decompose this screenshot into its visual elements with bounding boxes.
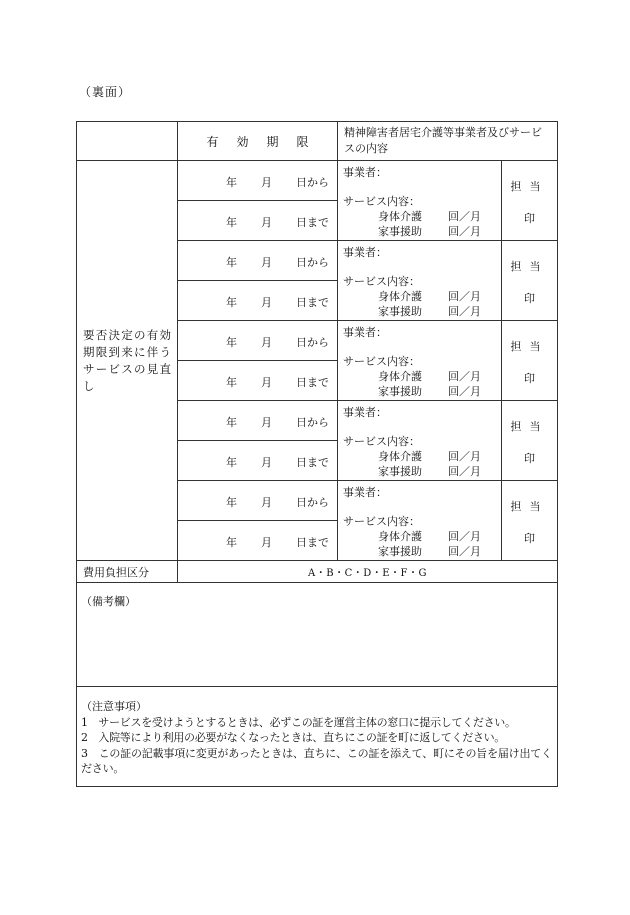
day-from-unit: 日から bbox=[296, 336, 329, 349]
period-from-cell[interactable] bbox=[178, 241, 338, 281]
physical-care-unit: 回／月 bbox=[448, 370, 481, 383]
period-from-cell[interactable] bbox=[178, 401, 338, 441]
day-from-unit: 日から bbox=[296, 256, 329, 269]
service-label: サービス内容： bbox=[343, 275, 420, 288]
day-to-unit: 日まで bbox=[296, 296, 329, 309]
day-to-unit: 日まで bbox=[296, 216, 329, 229]
note-item: 1 サービスを受けようとするときは、必ずこの証を運営主体の窓口に提示してください。 bbox=[81, 715, 516, 729]
stamp-label: 担当 bbox=[510, 180, 549, 193]
seal-label: 印 bbox=[524, 372, 535, 385]
housework-label: 家事援助 bbox=[378, 465, 422, 478]
month-unit: 月 bbox=[261, 496, 272, 509]
remarks-row bbox=[77, 583, 558, 687]
year-unit: 年 bbox=[226, 296, 237, 309]
period-row-from bbox=[77, 161, 558, 201]
year-unit: 年 bbox=[226, 376, 237, 389]
period-from-cell[interactable] bbox=[178, 321, 338, 361]
housework-label: 家事援助 bbox=[378, 385, 422, 398]
remarks-label: （備考欄） bbox=[81, 595, 136, 608]
provider-cell[interactable] bbox=[338, 161, 502, 241]
notes-section bbox=[77, 687, 558, 787]
day-to-unit: 日まで bbox=[296, 456, 329, 469]
physical-care-unit: 回／月 bbox=[448, 450, 481, 463]
note-item: 3 この証の記載事項に変更があったときは、直ちに、この証を添えて、町にその旨を届け出てください。 bbox=[81, 746, 552, 775]
physical-care-label: 身体介護 bbox=[378, 210, 422, 223]
physical-care-label: 身体介護 bbox=[378, 530, 422, 543]
day-from-unit: 日から bbox=[296, 416, 329, 429]
business-label: 事業者： bbox=[343, 246, 387, 259]
physical-care-label: 身体介護 bbox=[378, 450, 422, 463]
fee-category-label: 費用負担区分 bbox=[77, 561, 178, 583]
header-row bbox=[77, 122, 558, 161]
month-unit: 月 bbox=[261, 376, 272, 389]
month-unit: 月 bbox=[261, 296, 272, 309]
housework-label: 家事援助 bbox=[378, 305, 422, 318]
period-to-cell[interactable] bbox=[178, 361, 338, 401]
year-unit: 年 bbox=[226, 536, 237, 549]
service-label: サービス内容： bbox=[343, 355, 420, 368]
validity-period-header bbox=[178, 122, 338, 161]
housework-unit: 回／月 bbox=[448, 545, 481, 558]
stamp-cell[interactable] bbox=[502, 401, 558, 481]
physical-care-label: 身体介護 bbox=[378, 290, 422, 303]
stamp-cell[interactable] bbox=[502, 241, 558, 321]
service-label: サービス内容： bbox=[343, 195, 420, 208]
header-char: 期 bbox=[266, 134, 279, 149]
header-char: 限 bbox=[296, 134, 309, 149]
service-form-table bbox=[76, 121, 558, 787]
day-from-unit: 日から bbox=[296, 176, 329, 189]
header-char: 効 bbox=[236, 134, 249, 149]
month-unit: 月 bbox=[261, 416, 272, 429]
month-unit: 月 bbox=[261, 216, 272, 229]
physical-care-label: 身体介護 bbox=[378, 370, 422, 383]
provider-header: 精神障害者居宅介護等事業者及びサービスの内容 bbox=[338, 122, 558, 161]
service-label: サービス内容： bbox=[343, 435, 420, 448]
business-label: 事業者： bbox=[343, 166, 387, 179]
fee-category-options[interactable]: A・B・C・D・E・F・G bbox=[178, 561, 558, 583]
seal-label: 印 bbox=[524, 532, 535, 545]
notes-title: （注意事項） bbox=[81, 700, 147, 713]
period-to-cell[interactable] bbox=[178, 201, 338, 241]
housework-unit: 回／月 bbox=[448, 305, 481, 318]
fee-row bbox=[77, 561, 558, 583]
physical-care-unit: 回／月 bbox=[448, 290, 481, 303]
business-label: 事業者： bbox=[343, 406, 387, 419]
header-char: 有 bbox=[206, 134, 219, 149]
note-item: 2 入院等により利用の必要がなくなったときは、直ちにこの証を町に返してください。 bbox=[81, 731, 505, 744]
year-unit: 年 bbox=[226, 256, 237, 269]
stamp-label: 担当 bbox=[510, 500, 549, 513]
month-unit: 月 bbox=[261, 256, 272, 269]
period-to-cell[interactable] bbox=[178, 521, 338, 561]
day-from-unit: 日から bbox=[296, 496, 329, 509]
month-unit: 月 bbox=[261, 456, 272, 469]
year-unit: 年 bbox=[226, 176, 237, 189]
provider-cell[interactable] bbox=[338, 321, 502, 401]
period-from-cell[interactable] bbox=[178, 481, 338, 521]
seal-label: 印 bbox=[524, 212, 535, 225]
year-unit: 年 bbox=[226, 496, 237, 509]
housework-label: 家事援助 bbox=[378, 545, 422, 558]
seal-label: 印 bbox=[524, 452, 535, 465]
notes-row bbox=[77, 687, 558, 787]
provider-cell[interactable] bbox=[338, 241, 502, 321]
period-from-cell[interactable] bbox=[178, 161, 338, 201]
stamp-label: 担当 bbox=[510, 260, 549, 273]
remarks-field[interactable] bbox=[77, 583, 558, 687]
seal-label: 印 bbox=[524, 292, 535, 305]
year-unit: 年 bbox=[226, 416, 237, 429]
year-unit: 年 bbox=[226, 456, 237, 469]
business-label: 事業者： bbox=[343, 486, 387, 499]
month-unit: 月 bbox=[261, 336, 272, 349]
physical-care-unit: 回／月 bbox=[448, 530, 481, 543]
year-unit: 年 bbox=[226, 336, 237, 349]
stamp-label: 担当 bbox=[510, 340, 549, 353]
housework-label: 家事援助 bbox=[378, 225, 422, 238]
service-label: サービス内容： bbox=[343, 515, 420, 528]
provider-cell[interactable] bbox=[338, 401, 502, 481]
month-unit: 月 bbox=[261, 536, 272, 549]
day-to-unit: 日まで bbox=[296, 376, 329, 389]
physical-care-unit: 回／月 bbox=[448, 210, 481, 223]
page-label: （裏面） bbox=[79, 85, 132, 99]
month-unit: 月 bbox=[261, 176, 272, 189]
day-to-unit: 日まで bbox=[296, 536, 329, 549]
business-label: 事業者： bbox=[343, 326, 387, 339]
housework-unit: 回／月 bbox=[448, 465, 481, 478]
stamp-cell[interactable] bbox=[502, 161, 558, 241]
year-unit: 年 bbox=[226, 216, 237, 229]
provider-cell[interactable] bbox=[338, 481, 502, 561]
stamp-cell[interactable] bbox=[502, 481, 558, 561]
stamp-label: 担当 bbox=[510, 420, 549, 433]
stamp-cell[interactable] bbox=[502, 321, 558, 401]
period-to-cell[interactable] bbox=[178, 441, 338, 481]
header-blank-cell bbox=[77, 122, 178, 161]
housework-unit: 回／月 bbox=[448, 385, 481, 398]
housework-unit: 回／月 bbox=[448, 225, 481, 238]
period-to-cell[interactable] bbox=[178, 281, 338, 321]
review-side-label: 要否決定の有効期限到来に伴うサービスの見直し bbox=[77, 161, 178, 561]
